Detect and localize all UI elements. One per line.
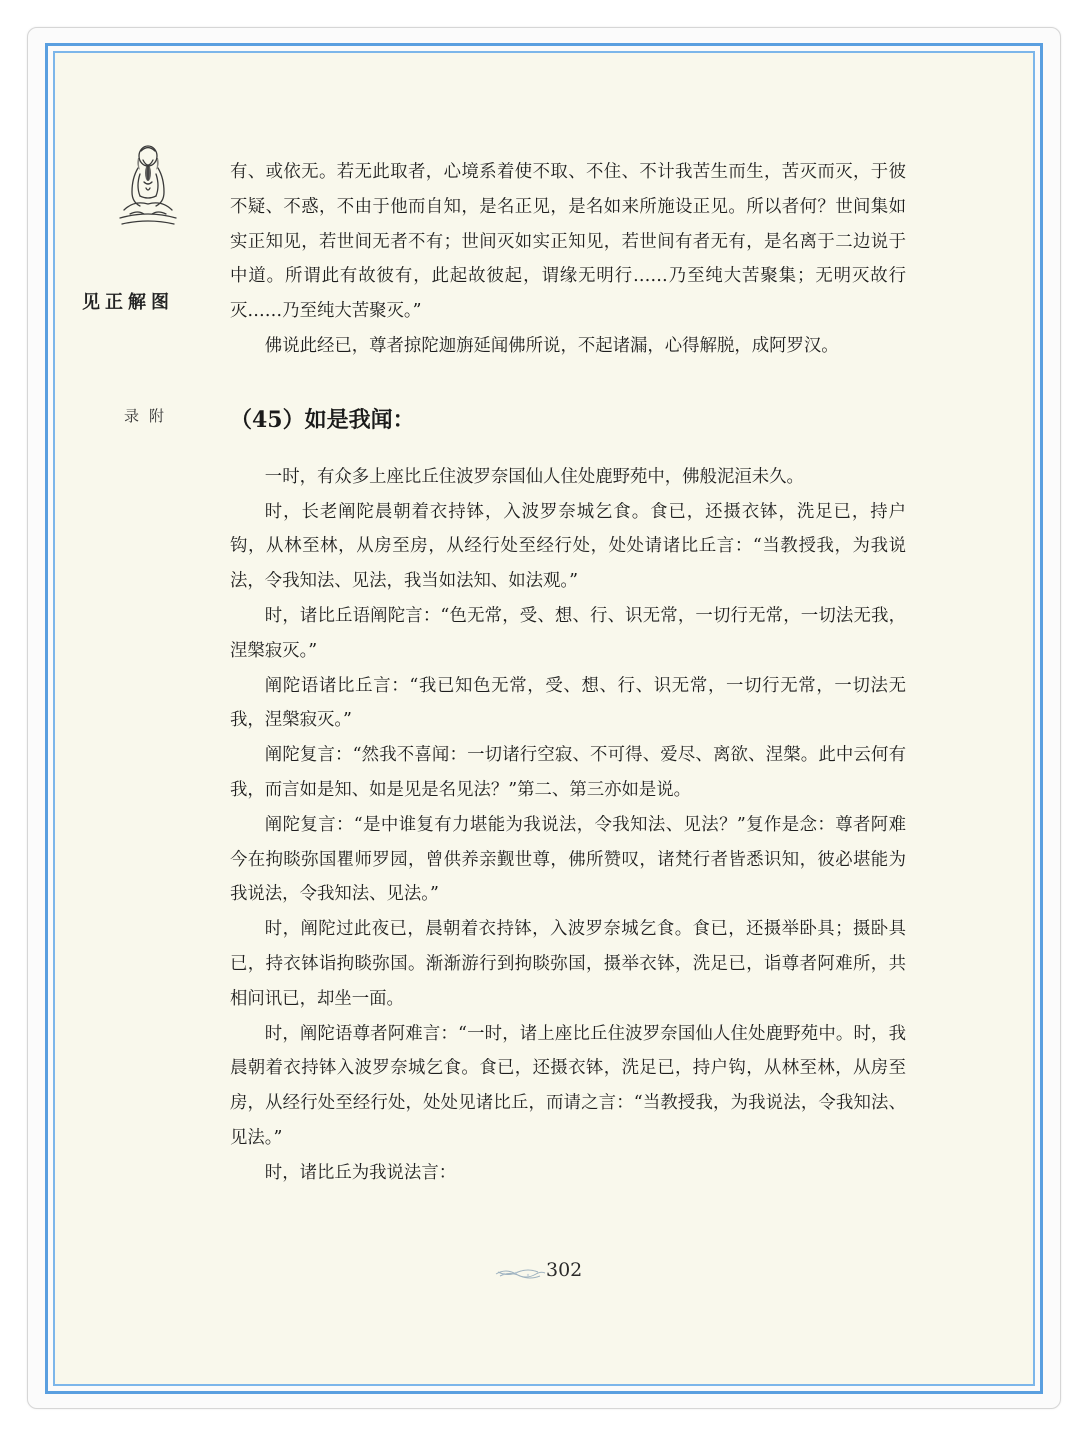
main-text [230,155,906,1191]
paragraph: 阐陀复言：“是中谁复有力堪能为我说法，令我知法、见法？”复作是念：尊者阿难今在拘睒弥国瞿师罗园，曾供养亲觐世尊，佛所赞叹，诸梵行者皆悉识知，彼必堪能为我说法，令我知法、见法。” [230,814,906,905]
page-number: 302 [546,1259,583,1281]
book-title: 图解正见 [79,292,169,310]
paragraph: 时，长老阐陀晨朝着衣持钵，入波罗奈城乞食。食已，还摄衣钵，洗足已，持户钩，从林至林，从房至房，从经行处至经行处，处处请诸比丘言：“当教授我，为我说法，令我知法、见法，我当如法知、如法观。” [230,501,906,592]
section-heading: （45）如是我闻： [230,406,415,433]
page-footer [494,1258,604,1288]
section-label: 附录 [122,408,165,423]
paragraph: 佛说此经已，尊者掠陀迦旃延闻佛所说，不起诸漏，心得解脱，成阿罗汉。 [264,335,839,356]
seated-monk-illustration [110,140,186,228]
paragraph: 阐陀复言：“然我不喜闻：一切诸行空寂、不可得、爱尽、离欲、涅槃。此中云何有我，而言如是知、如是见是名见法？”第二、第三亦如是说。 [230,745,906,800]
bottom-paragraphs [230,460,906,1191]
paragraph: 时，阐陀语尊者阿难言：“一时，诸上座比丘住波罗奈国仙人住处鹿野苑中。时，我晨朝着衣持钵入波罗奈城乞食。食已，还摄衣钵，洗足已，持户钩，从林至林，从房至房，从经行处至经行处，处处见诸比丘，而请之言：“当教授我，为我说法，令我知法、见法。” [230,1023,906,1148]
page-number-ornament-icon [494,1267,546,1281]
paragraph: 时，诸比丘语阐陀言：“色无常，受、想、行、识无常，一切行无常，一切法无我，涅槃寂灭。” [230,605,906,661]
paragraph: 阐陀语诸比丘言：“我已知色无常，受、想、行、识无常，一切行无常，一切法无我，涅槃寂灭。” [230,675,906,731]
paragraph: 一时，有众多上座比丘住波罗奈国仙人住处鹿野苑中，佛般泥洹未久。 [264,466,804,487]
paragraph: 有、或依无。若无此取者，心境系着使不取、不住、不计我苦生而生，苦灭而灭，于彼不疑、不惑，不由于他而自知，是名正见，是名如来所施设正见。所以者何？世间集如实正知见，若世间无者不有；世间灭如实正知见，若世间有者无有，是名离于二边说于中道。所谓此有故彼有，此起故彼起，谓缘无明行……乃至纯大苦聚集；无明灭故行灭……乃至纯大苦聚灭。” [230,162,906,322]
top-paragraphs [230,155,906,364]
paragraph: 时，阐陀过此夜已，晨朝着衣持钵，入波罗奈城乞食。食已，还摄举卧具；摄卧具已，持衣钵诣拘睒弥国。渐渐游行到拘睒弥国，摄举衣钵，洗足已，诣尊者阿难所，共相问讯已，却坐一面。 [230,919,906,1009]
paragraph: 时，诸比丘为我说法言： [264,1162,457,1183]
